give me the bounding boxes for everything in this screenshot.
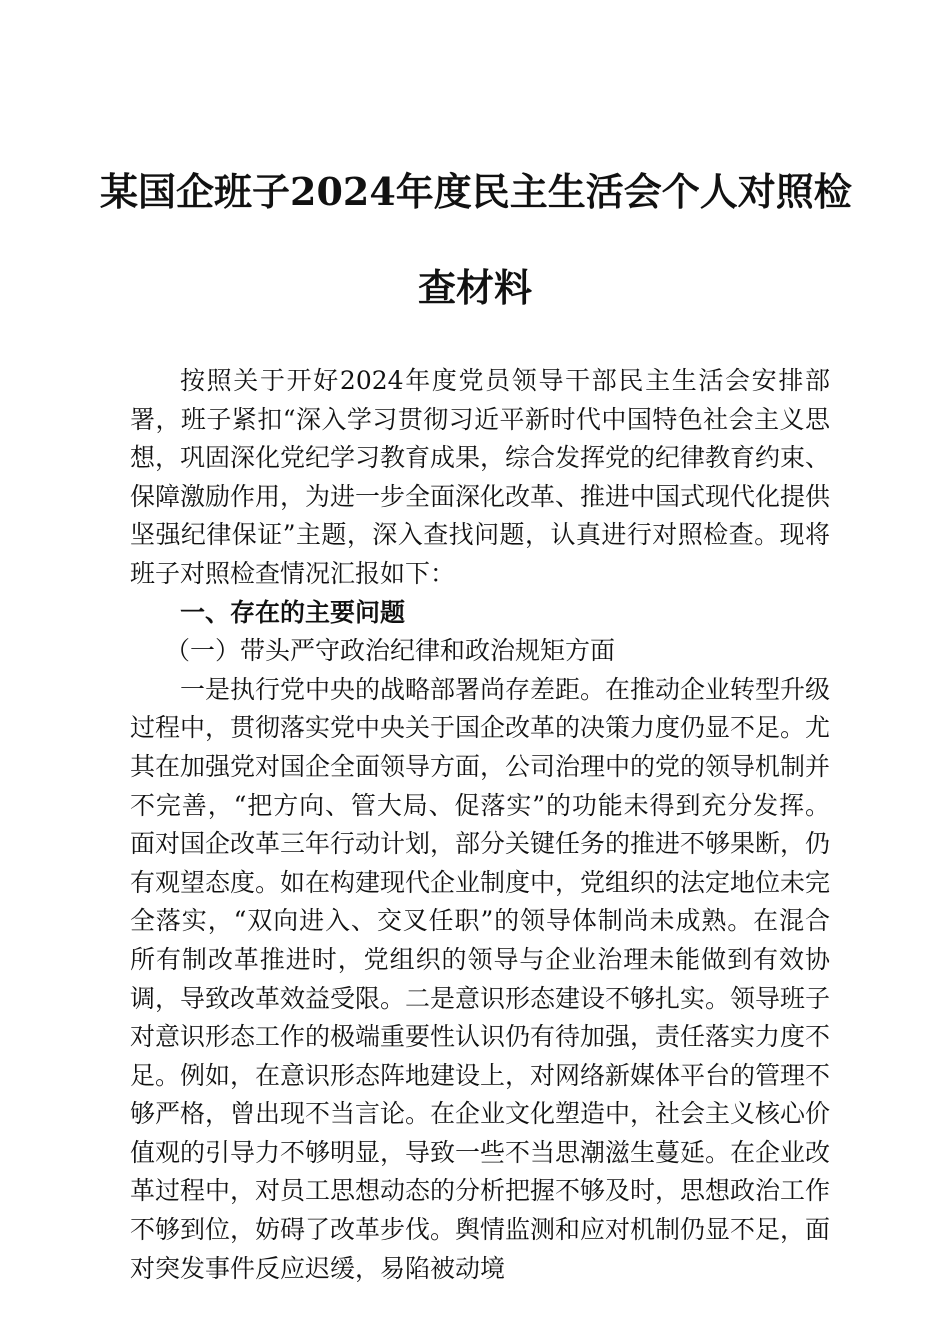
subsection-paragraph: 一是执行党中央的战略部署尚存差距。在推动企业转型升级过程中，贯彻落实党中央关于国企改革的决策力度仍显不足。尤其在加强党对国企全面领导方面，公司治理中的党的领导机制并不完善，“把方向、管大局、促落实”的功能未得到充分发挥。面对国企改革三年行动计划，部分关键任务的推进不够果断，仍有观望态度。如在构建现代企业制度中，党组织的法定地位未完全落实，“双向进入、交叉任职”的领导体制尚未成熟。在混合所有制改革推进时，党组织的领导与企业治理未能做到有效协调，导致改革效益受限。二是意识形态建设不够扎实。领导班子对意识形态工作的极端重要性认识仍有待加强，责任落实力度不足。例如，在意识形态阵地建设上，对网络新媒体平台的管理不够严格，曾出现不当言论。在企业文化塑造中，社会主义核心价值观的引导力不够明显，导致一些不当思潮滋生蔓延。在企业改革过程中，对员工思想动态的分析把握不够及时，思想政治工作不够到位，妨碍了改革步伐。舆情监测和应对机制仍显不足，面对突发事件反应迟缓，易陷被动境: [130, 674, 831, 1283]
document-title-line-1: 某国企班子2024年度民主生活会个人对照检: [100, 169, 852, 214]
intro-paragraph: 按照关于开好2024年度党员领导干部民主生活会安排部署，班子紧扣“深入学习贯彻习近平新时代中国特色社会主义思想，巩固深化党纪学习教育成果，综合发挥党的纪律教育约束、保障激励作用，为进一步全面深化改革、推进中国式现代化提供坚强纪律保证”主题，深入查找问题，认真进行对照检查。现将班子对照检查情况汇报如下：: [130, 366, 831, 588]
subsection-heading-political-discipline: （一）带头严守政治纪律和政治规矩方面: [165, 636, 616, 666]
document-body: [130, 362, 830, 1288]
section-heading-main-problems: 一、存在的主要问题: [180, 597, 406, 627]
document-title-line-2: 查材料: [417, 265, 532, 310]
